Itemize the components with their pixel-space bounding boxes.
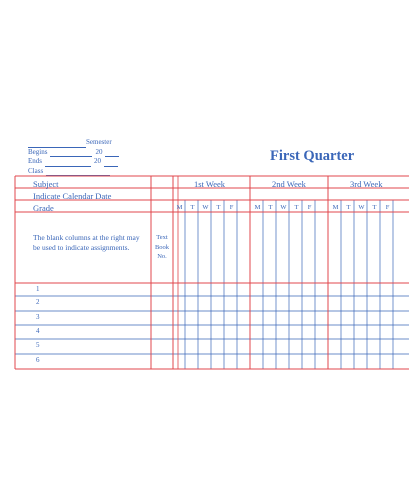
textbook-label <box>151 233 173 262</box>
day-label: T <box>268 204 273 211</box>
subject-label: Subject <box>33 179 59 189</box>
day-label: F <box>385 204 390 211</box>
textbook-label-line-1: Text <box>156 234 168 241</box>
day-label: T <box>216 204 221 211</box>
textbook-label-line-2: Book <box>154 243 170 251</box>
day-label: T <box>190 204 195 211</box>
begins-year: 20 <box>95 147 103 156</box>
day-label: W <box>202 204 209 211</box>
day-label: T <box>372 204 377 211</box>
ends-year: 20 <box>94 157 101 165</box>
week-label: 2nd Week <box>272 179 306 189</box>
page-title: First Quarter <box>270 148 355 164</box>
day-label: F <box>229 204 234 211</box>
row-number: 3 <box>36 313 40 321</box>
ends-label: Ends <box>28 157 42 165</box>
semester-label: Semester <box>86 138 112 146</box>
row-number: 4 <box>36 327 40 335</box>
week-label: 3rd Week <box>350 179 383 189</box>
day-label: M <box>176 204 183 211</box>
calendar-label: Indicate Calendar Date <box>33 191 112 201</box>
day-label: F <box>307 204 312 211</box>
week-label: 1st Week <box>194 179 226 189</box>
day-label: W <box>358 204 365 211</box>
day-label: T <box>346 204 351 211</box>
textbook-label-line-3: No. <box>157 253 167 260</box>
day-label: M <box>254 204 261 211</box>
day-label: T <box>294 204 299 211</box>
class-label: Class <box>28 166 44 175</box>
day-label: W <box>280 204 287 211</box>
row-number: 1 <box>36 285 40 293</box>
begins-label: Begins <box>28 147 48 156</box>
row-number: 5 <box>36 341 40 349</box>
assignment-note: The blank columns at the right may be used to indicate assignments. <box>33 233 140 252</box>
row-number: 2 <box>36 298 40 306</box>
day-label: M <box>332 204 339 211</box>
grade-label: Grade <box>33 203 54 213</box>
row-number: 6 <box>36 356 40 364</box>
